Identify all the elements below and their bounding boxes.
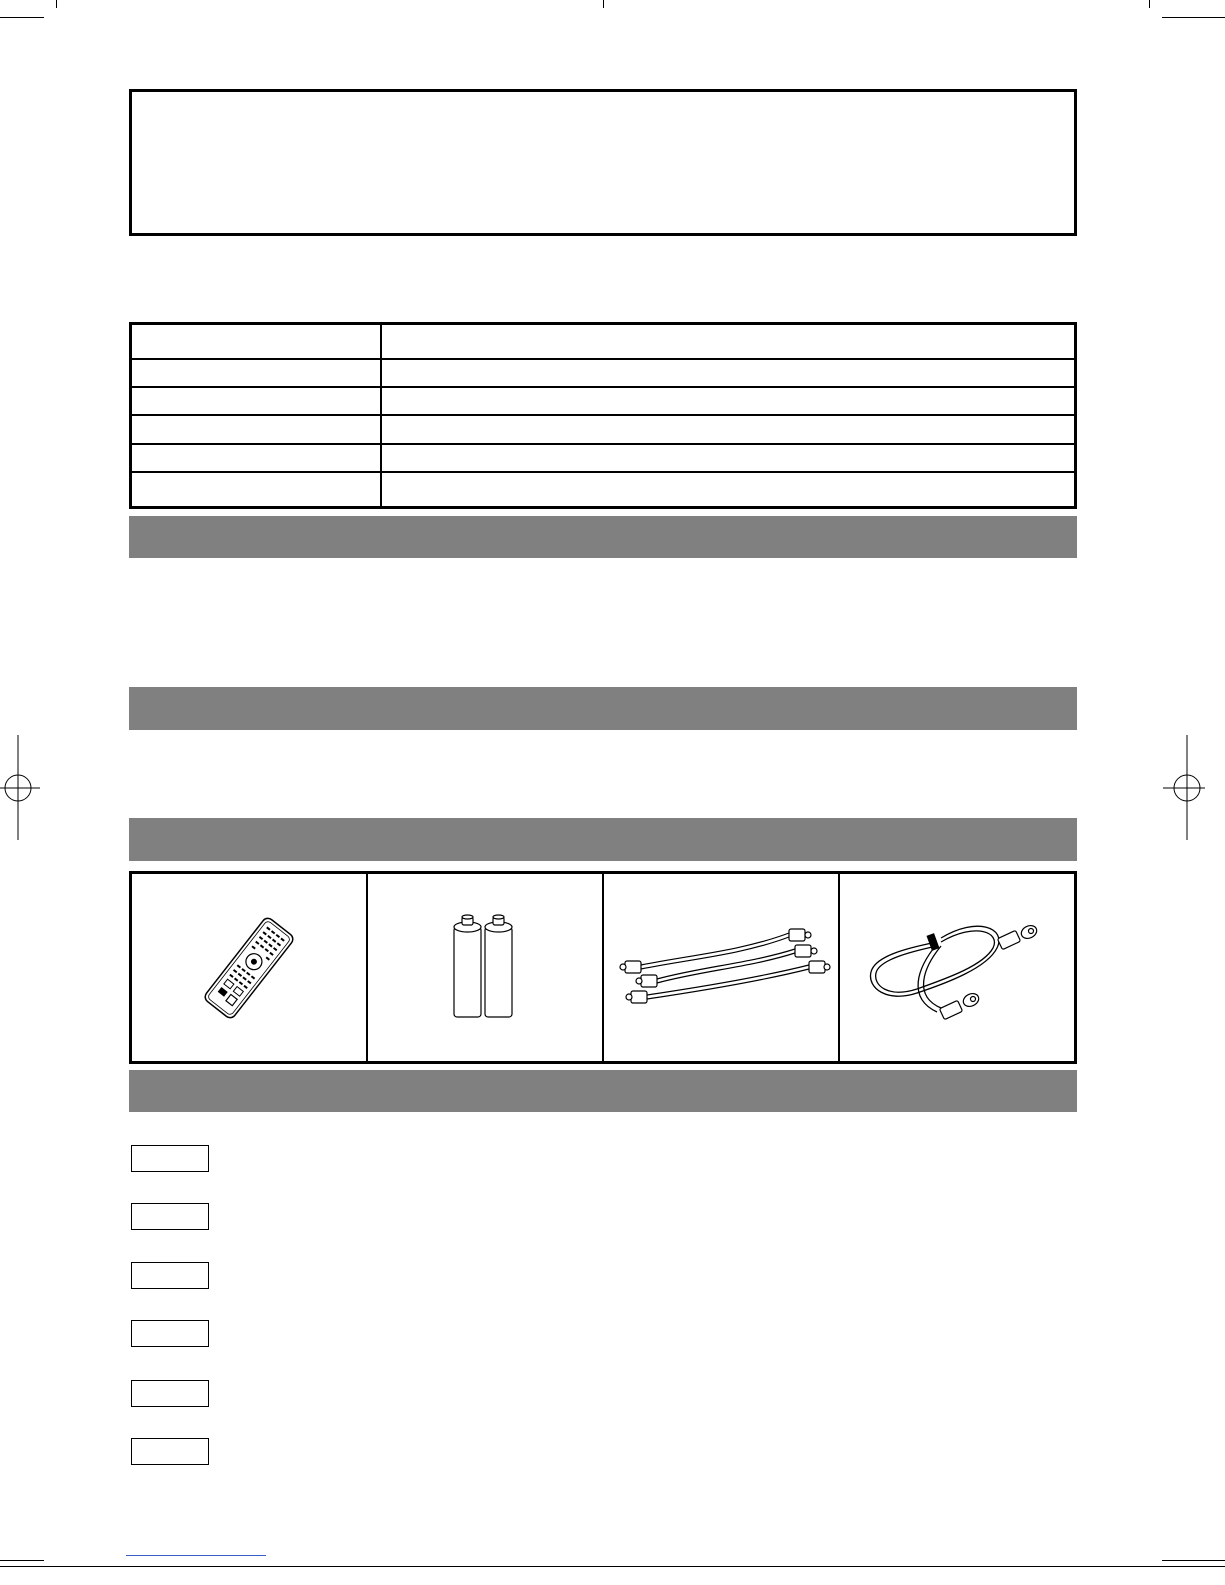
footer-rule — [0, 1566, 1225, 1567]
section-header-bar — [129, 516, 1077, 558]
rf-coaxial-cable-icon — [857, 908, 1057, 1028]
symbol-box — [131, 1320, 209, 1347]
table-row — [131, 387, 1076, 415]
accessory-cell-av-cables — [604, 874, 840, 1061]
table-label-cell — [131, 387, 382, 415]
symbol-box — [131, 1262, 209, 1289]
table-label-cell — [131, 415, 382, 443]
accessory-cell-rf-cable — [840, 874, 1074, 1061]
batteries-icon — [440, 913, 530, 1023]
accessory-cell-batteries — [368, 874, 604, 1061]
symbol-box — [131, 1203, 209, 1230]
accessory-grid — [129, 871, 1077, 1064]
symbol-box — [131, 1380, 209, 1407]
table-value-cell — [381, 444, 1076, 472]
table-label-cell — [131, 324, 382, 359]
footer-link-underline — [126, 1555, 266, 1556]
notice-box — [129, 89, 1077, 236]
section-header-bar — [129, 1070, 1077, 1112]
table-label-cell — [131, 472, 382, 507]
table-row — [131, 359, 1076, 387]
section-header-bar — [129, 818, 1077, 861]
remote-control-icon — [179, 908, 319, 1028]
symbol-box — [131, 1438, 209, 1465]
table-value-cell — [381, 359, 1076, 387]
table-label-cell — [131, 359, 382, 387]
table-row — [131, 444, 1076, 472]
accessory-cell-remote — [132, 874, 368, 1061]
table-row — [131, 415, 1076, 443]
table-label-cell — [131, 444, 382, 472]
table-value-cell — [381, 387, 1076, 415]
table-row — [131, 324, 1076, 359]
symbol-box — [131, 1145, 209, 1172]
table-value-cell — [381, 415, 1076, 443]
section-header-bar — [129, 687, 1077, 730]
table-value-cell — [381, 324, 1076, 359]
table-value-cell — [381, 472, 1076, 507]
table-row — [131, 472, 1076, 507]
av-cables-icon — [611, 913, 831, 1023]
spec-table — [129, 322, 1077, 509]
